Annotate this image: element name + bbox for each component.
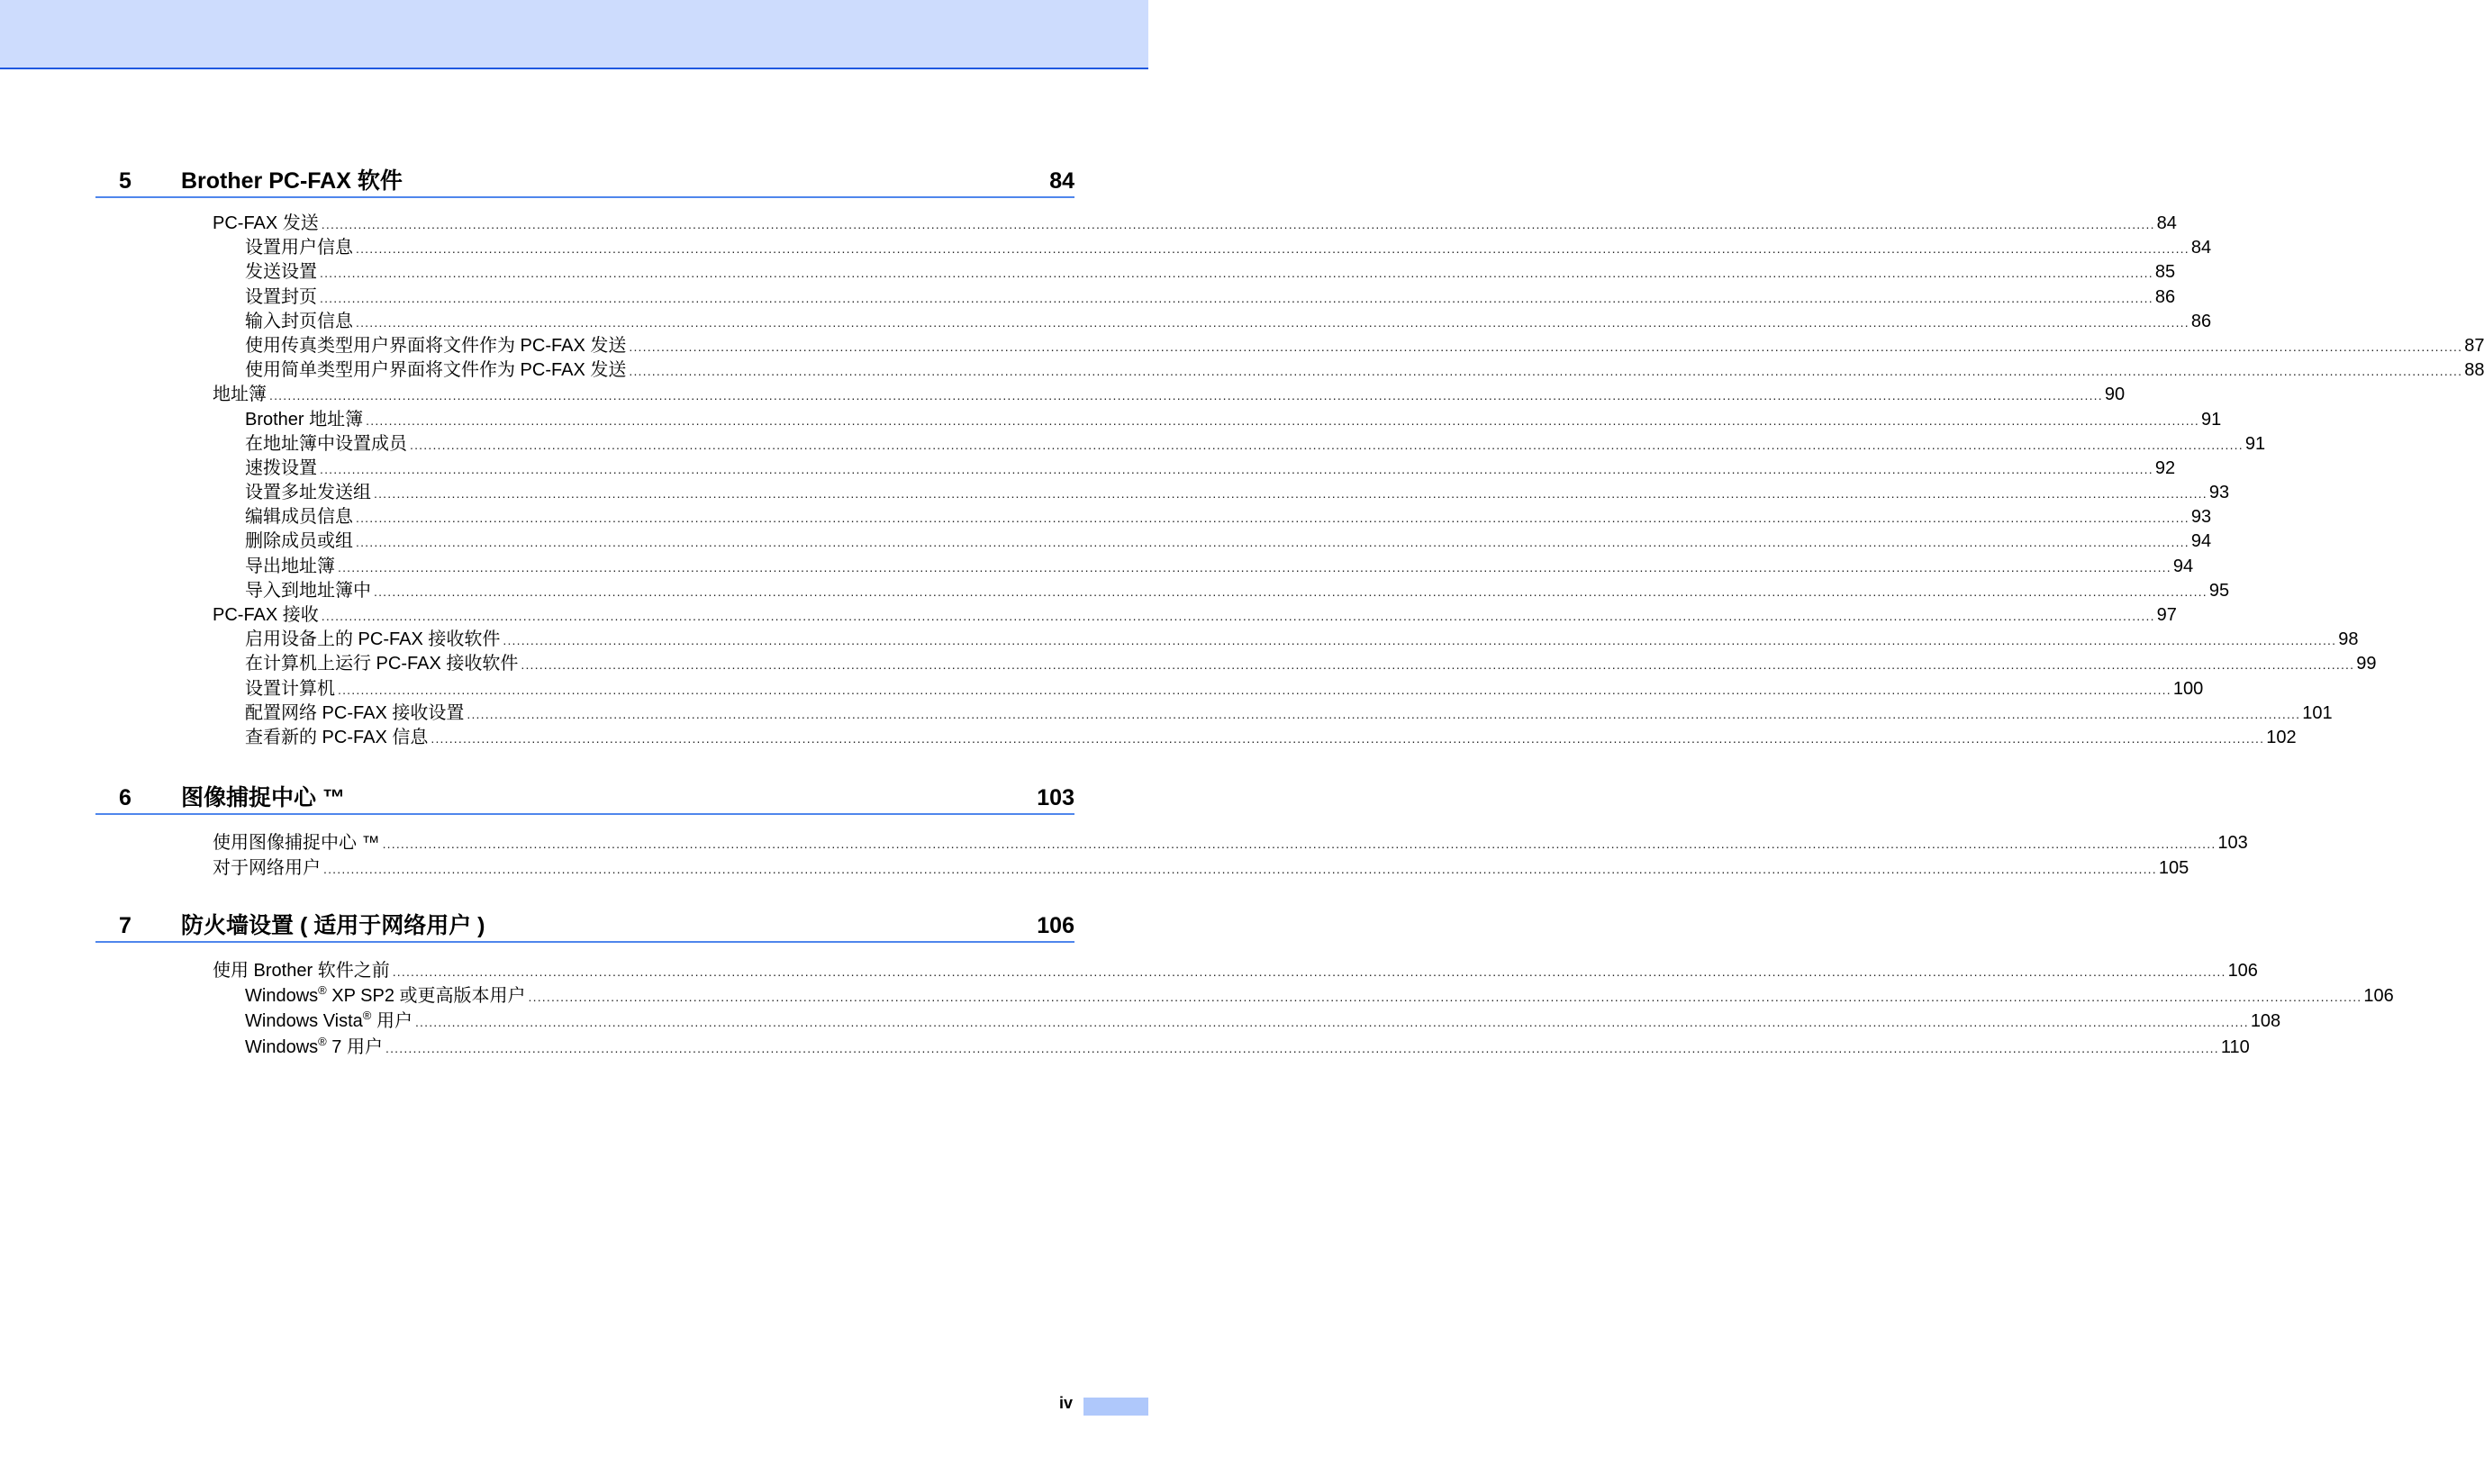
toc-entry[interactable] — [95, 310, 2212, 334]
entry-text: 设置封页 — [245, 286, 317, 307]
page-number: iv — [1059, 1394, 1074, 1412]
toc-entry[interactable] — [95, 579, 2230, 603]
toc-entry-title — [245, 1035, 385, 1060]
dot-leader: ................................................................................................................................................................................................................................................................................................................................................................................................................ — [431, 730, 2265, 746]
entry-text: 地址簿 — [213, 385, 267, 405]
toc-entry[interactable] — [95, 358, 2484, 383]
entry-text-suffix: 用户 — [371, 1011, 412, 1032]
entry-text: 在计算机上运行 PC-FAX 接收软件 — [245, 654, 519, 674]
toc-entry-title — [213, 830, 383, 855]
entry-text: Brother 地址簿 — [245, 409, 364, 430]
chapter-number: 5 — [119, 168, 131, 194]
toc-entry-title — [213, 855, 323, 881]
chapter-title: 防火墙设置 ( 适用于网络用户 ) — [181, 913, 485, 938]
toc-entry-page: 100 — [2172, 678, 2204, 699]
chapter-page: 103 — [1037, 785, 1074, 810]
toc-entry-title — [245, 1009, 415, 1034]
chapter-title: Brother PC-FAX 软件 — [181, 168, 403, 194]
toc-entry-title — [245, 310, 356, 334]
entry-text: 使用传真类型用户界面将文件作为 PC-FAX 发送 — [245, 335, 627, 356]
toc-entry-page: 105 — [2158, 858, 2189, 879]
toc-entry[interactable] — [95, 432, 2266, 457]
dot-leader: ................................................................................................................................................................................................................................................................................................................................................................................................................ — [629, 339, 2463, 354]
entry-text: Windows Vista — [245, 1011, 363, 1032]
toc-entry-page: 86 — [2154, 286, 2176, 307]
registered-mark: ® — [318, 983, 327, 998]
toc-entry[interactable] — [95, 628, 2359, 652]
toc-entry-title — [245, 432, 410, 457]
toc-entry[interactable] — [95, 457, 2176, 481]
dot-leader: ................................................................................................................................................................................................................................................................................................................................................................................................................ — [356, 241, 2189, 257]
footer-bar — [1083, 1398, 1148, 1416]
dot-leader: ................................................................................................................................................................................................................................................................................................................................................................................................................ — [414, 1015, 2249, 1030]
toc-entry-title — [245, 358, 629, 383]
toc-entry-page: 94 — [2172, 556, 2194, 576]
toc-entry-page: 85 — [2154, 262, 2176, 283]
toc-entry-page: 98 — [2338, 629, 2359, 650]
toc-entry-page: 87 — [2464, 335, 2484, 356]
toc-entry[interactable] — [95, 726, 2297, 750]
toc-entry-title — [245, 677, 338, 701]
toc-entry-page: 103 — [2217, 833, 2248, 853]
entry-text: 对于网络用户 — [213, 858, 321, 879]
entry-text: 使用简单类型用户界面将文件作为 PC-FAX 发送 — [245, 360, 627, 381]
entry-text: PC-FAX 发送 — [213, 213, 319, 233]
toc-entry-title — [245, 408, 366, 432]
dot-leader: ................................................................................................................................................................................................................................................................................................................................................................................................................ — [356, 314, 2189, 330]
dot-leader: ................................................................................................................................................................................................................................................................................................................................................................................................................ — [320, 461, 2153, 476]
toc-entry-page: 101 — [2302, 702, 2333, 723]
toc-entry-page: 84 — [2190, 238, 2212, 258]
registered-mark: ® — [362, 1009, 372, 1023]
toc-entry-title — [245, 555, 338, 579]
dot-leader: ................................................................................................................................................................................................................................................................................................................................................................................................................ — [503, 633, 2337, 648]
toc-entry[interactable] — [95, 481, 2230, 505]
chapter-page: 84 — [1049, 168, 1074, 194]
toc-entry-title — [245, 457, 320, 481]
toc-chapter-6 — [95, 783, 2248, 881]
dot-leader: ................................................................................................................................................................................................................................................................................................................................................................................................................ — [374, 584, 2207, 599]
entry-text: 查看新的 PC-FAX 信息 — [245, 727, 429, 747]
toc-entry-page: 97 — [2156, 605, 2177, 625]
dot-leader: ................................................................................................................................................................................................................................................................................................................................................................................................................ — [338, 682, 2171, 697]
toc-entry-title — [245, 505, 356, 529]
dot-leader: ................................................................................................................................................................................................................................................................................................................................................................................................................ — [356, 535, 2189, 550]
chapter-page: 106 — [1037, 913, 1074, 938]
chapter-number: 7 — [119, 913, 131, 938]
entry-text: 发送设置 — [245, 262, 317, 283]
entry-text: 设置计算机 — [245, 678, 335, 699]
toc-entry[interactable] — [95, 212, 2177, 236]
entry-text: 导出地址簿 — [245, 556, 335, 576]
toc-entry-page: 102 — [2266, 727, 2297, 747]
entry-text: 速拨设置 — [245, 457, 317, 478]
dot-leader: ................................................................................................................................................................................................................................................................................................................................................................................................................ — [392, 964, 2226, 979]
entry-text: 在地址簿中设置成员 — [245, 433, 407, 454]
dot-leader: ................................................................................................................................................................................................................................................................................................................................................................................................................ — [410, 437, 2244, 452]
toc-entry-title — [245, 701, 467, 726]
entry-text: 配置网络 PC-FAX 接收设置 — [245, 702, 465, 723]
toc-entry-page: 84 — [2156, 213, 2177, 233]
toc-entry-page: 95 — [2208, 580, 2230, 601]
toc-entry-page: 99 — [2356, 654, 2377, 674]
dot-leader: ................................................................................................................................................................................................................................................................................................................................................................................................................ — [528, 990, 2362, 1005]
entry-text: Windows — [245, 1036, 319, 1057]
toc-entry-page: 90 — [2104, 385, 2126, 405]
toc-entry-page: 94 — [2190, 531, 2212, 552]
toc-entry[interactable] — [95, 958, 2258, 983]
toc-entry-title — [245, 285, 320, 310]
entry-text: 导入到地址簿中 — [245, 580, 371, 601]
toc-entry-page: 86 — [2190, 311, 2212, 331]
entry-text-suffix: 7 用户 — [326, 1036, 383, 1057]
toc-entry[interactable] — [95, 701, 2333, 726]
dot-leader: ................................................................................................................................................................................................................................................................................................................................................................................................................ — [269, 388, 2103, 403]
toc-entry[interactable] — [95, 855, 2189, 881]
toc-chapter-7 — [95, 910, 2394, 1060]
toc-entries — [95, 212, 2484, 750]
toc-entry-title — [245, 334, 629, 358]
registered-mark: ® — [318, 1034, 327, 1048]
toc-entry[interactable] — [95, 236, 2212, 260]
toc-entry[interactable] — [95, 285, 2176, 310]
dot-leader: ................................................................................................................................................................................................................................................................................................................................................................................................................ — [366, 412, 2200, 428]
dot-leader: ................................................................................................................................................................................................................................................................................................................................................................................................................ — [385, 1040, 2219, 1055]
toc-entry-title — [245, 529, 356, 554]
entry-text: 使用 Brother 软件之前 — [213, 961, 390, 981]
dot-leader: ................................................................................................................................................................................................................................................................................................................................................................................................................ — [521, 657, 2355, 673]
dot-leader: ................................................................................................................................................................................................................................................................................................................................................................................................................ — [320, 266, 2153, 281]
toc-entry-title — [213, 212, 322, 236]
entry-text: 删除成员或组 — [245, 531, 353, 552]
toc-entry-title — [245, 236, 356, 260]
toc-entry-page: 106 — [2363, 986, 2394, 1007]
toc-entry-title — [245, 481, 374, 505]
toc-entries — [95, 958, 2394, 1060]
dot-leader: ................................................................................................................................................................................................................................................................................................................................................................................................................ — [467, 706, 2301, 721]
toc-chapter-5 — [95, 166, 2484, 750]
toc-entry-page: 92 — [2154, 457, 2176, 478]
dot-leader: ................................................................................................................................................................................................................................................................................................................................................................................................................ — [629, 364, 2463, 379]
toc-entry[interactable] — [95, 408, 2222, 432]
entry-text: PC-FAX 接收 — [213, 605, 319, 625]
toc-entry-title — [213, 383, 269, 407]
toc-entry-title — [245, 726, 431, 750]
toc-entry[interactable] — [95, 505, 2212, 529]
toc-entry-page: 91 — [2201, 409, 2222, 430]
dot-leader: ................................................................................................................................................................................................................................................................................................................................................................................................................ — [323, 862, 2157, 877]
toc-entry-title — [213, 603, 322, 628]
toc-entry[interactable] — [95, 677, 2204, 701]
dot-leader: ................................................................................................................................................................................................................................................................................................................................................................................................................ — [374, 486, 2207, 502]
toc-entry-page: 93 — [2190, 507, 2212, 528]
entry-text-suffix: XP SP2 或更高版本用户 — [326, 986, 526, 1007]
toc-entry[interactable] — [95, 529, 2212, 554]
entry-text: 使用图像捕捉中心 ™ — [213, 833, 380, 853]
toc-entry-title — [245, 628, 503, 652]
toc-entry[interactable] — [95, 260, 2176, 285]
toc-entry-page: 88 — [2464, 360, 2484, 381]
toc-entry-page: 91 — [2244, 433, 2266, 454]
entry-text: 设置多址发送组 — [245, 483, 371, 503]
toc-entry[interactable] — [95, 652, 2377, 676]
header-banner — [0, 0, 1148, 69]
toc-entries — [95, 830, 2248, 881]
toc-entry[interactable] — [95, 555, 2194, 579]
toc-entry-page: 93 — [2208, 483, 2230, 503]
chapter-heading[interactable] — [95, 783, 1074, 815]
toc-entry[interactable] — [95, 383, 2126, 407]
toc-entry-page: 110 — [2220, 1036, 2250, 1057]
toc-entry-title — [245, 579, 374, 603]
entry-text: Windows — [245, 986, 319, 1007]
toc-entry-page: 108 — [2250, 1011, 2281, 1032]
dot-leader: ................................................................................................................................................................................................................................................................................................................................................................................................................ — [382, 837, 2217, 851]
toc-entry[interactable] — [95, 1034, 2250, 1060]
dot-leader: ................................................................................................................................................................................................................................................................................................................................................................................................................ — [320, 290, 2153, 305]
toc-entry[interactable] — [95, 983, 2394, 1009]
chapter-heading[interactable] — [95, 166, 1074, 198]
dot-leader: ................................................................................................................................................................................................................................................................................................................................................................................................................ — [356, 511, 2189, 526]
toc-entry[interactable] — [95, 830, 2248, 855]
toc-entry-page: 106 — [2227, 961, 2258, 981]
dot-leader: ................................................................................................................................................................................................................................................................................................................................................................................................................ — [321, 217, 2155, 231]
dot-leader: ................................................................................................................................................................................................................................................................................................................................................................................................................ — [338, 559, 2171, 575]
chapter-number: 6 — [119, 785, 131, 810]
chapter-title: 图像捕捉中心 ™ — [181, 785, 345, 810]
entry-text: 设置用户信息 — [245, 238, 353, 258]
toc-entry[interactable] — [95, 1009, 2281, 1034]
toc-entry-title — [245, 260, 320, 285]
toc-entry-title — [245, 983, 529, 1009]
chapter-heading[interactable] — [95, 910, 1074, 943]
toc-entry[interactable] — [95, 334, 2484, 358]
toc-entry[interactable] — [95, 603, 2177, 628]
entry-text: 编辑成员信息 — [245, 507, 353, 528]
entry-text: 输入封页信息 — [245, 311, 353, 331]
toc-entry-title — [213, 958, 393, 983]
toc-entry-title — [245, 652, 521, 676]
dot-leader: ................................................................................................................................................................................................................................................................................................................................................................................................................ — [321, 609, 2155, 623]
entry-text: 启用设备上的 PC-FAX 接收软件 — [245, 629, 501, 650]
